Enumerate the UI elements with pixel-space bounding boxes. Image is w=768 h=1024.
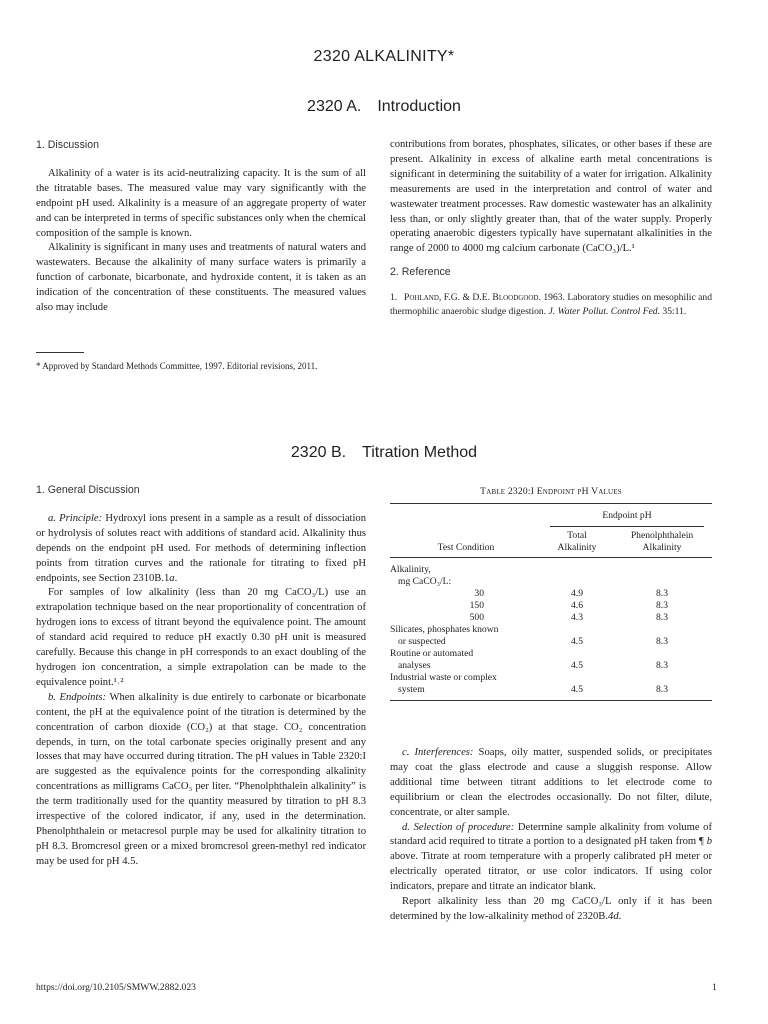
row-phenol-alkalinity: 8.3 [656,612,668,623]
section-b-title: 2320 B. Titration Method [290,444,478,461]
section-b-right-column [390,746,712,925]
general-discussion-heading: 1. General Discussion [36,484,140,496]
reference-authors: Pohland, F.G. & D.E. Bloodgood [404,292,539,304]
reference-volume: 35:11. [660,305,687,317]
col-header-total-l2: Alkalinity [557,542,597,553]
endpoint-table-block [390,486,712,701]
table-row [390,600,712,612]
row-condition: analyses [398,660,431,671]
table-bottom-rule [390,700,712,701]
principle-paragraph [36,512,366,587]
endpoints-text: When alkalinity is due entirely to carbonate or bicarbonate content, the pH at the equivalence point of the titration is determined by the concentration of carbon dioxide (CO₂) at that stage. CO₂ concentration depends, in turn, on the total carbonate species originally present and any losses that may have occurred during titration. The pH values in Table 2320:I are suggested as the equivalence points for the corresponding alkalinity concentrations as milligrams CaCO₃ per liter. “Phenolphthalein alkalinity” is the term traditionally used for the quantity measured by titration to pH 8.3 irrespective of the colored indicator, if any, used in the determination. Phenolphthalein or metacresol purple may be used for alkalinity titration to pH 8.3. Bromcresol green or a mixed bromcresol green-methyl red indicator may be used for pH 4.5. [36,691,366,867]
col-header-total-l1: Total [567,530,587,541]
row-condition: 500 [469,612,484,623]
row-total-alkalinity: 4.5 [571,636,583,647]
row-total-alkalinity [542,648,612,660]
section-a-title: 2320 A. Introduction [307,98,461,115]
table-row [390,564,712,576]
row-total-alkalinity [542,672,612,684]
table-row [390,660,712,672]
table-row [390,636,712,648]
selection-text: Determine sample alkalinity from volume of standard acid required to titrate a portion to a designated pH taken from ¶ [390,821,712,848]
col-header-phenol-l2: Alkalinity [642,542,682,553]
principle-text: Hydroxyl ions present in a sample as a result of dissociation or hydrolysis of solutes react with additions of standard acid. Alkalinity thus depends on the endpoint pH used. For methods of determining inflection points from titration curves and the rationale for titrating to fixed pH endpoints, see Section 2310B.1 [36,512,367,584]
row-phenol-alkalinity: 8.3 [656,588,668,599]
doi-link[interactable]: https://doi.org/10.2105/SMWW.2882.023 [36,982,196,993]
principle-ref: a [169,572,175,584]
section-b-left-column [36,483,366,870]
endpoints-paragraph [36,691,366,870]
col-header-total [542,530,612,558]
row-total-alkalinity: 4.3 [571,612,583,623]
report-text: Report alkalinity less than 20 mg CaCO₃/L only if it has been determined by the low-alkalinity method of 2320B. [390,896,712,922]
principle-end: . [174,572,178,584]
document-title: 2320 ALKALINITY* [313,48,455,65]
discussion-paragraph-3: contributions from borates, phosphates, silicates, or other bases if these are present. Alkalinity in excess of alkaline earth metal concentrations is significant in determining the suitability of a water for irrigation. Alkalinity measurements are used in the interpretation and control of water and wastewater treatment processes. Raw domestic wastewater has an alkalinity less than, or only slightly greater than, that of the water supply. Properly operating anaerobic digesters typically have supernatant alkalinities in the range of 2000 to 4000 mg calcium carbonate (CaCO₃)/L.¹ [390,139,712,255]
row-condition: system [398,684,425,695]
section-a-right-column [390,138,712,318]
row-total-alkalinity [542,564,612,576]
selection-text-2: above. Titrate at room temperature with a properly calibrated pH meter or electrically operated titrator, or use color indicators. If using color indicators, prepare and titrate an indicator blank. [390,851,712,893]
reference-number: 1. [390,292,398,304]
row-condition: Silicates, phosphates known [390,624,499,635]
table-body [390,564,712,696]
reference-title: . 1963. Laboratory studies on mesophilic and thermophilic anaerobic sludge digestion. [390,292,712,317]
row-phenol-alkalinity [612,564,712,576]
row-total-alkalinity: 4.9 [571,588,583,599]
row-condition: 30 [474,588,484,599]
reference-heading: 2. Reference [390,266,451,279]
row-total-alkalinity [542,624,612,636]
discussion-heading: 1. Discussion [36,139,99,151]
col-header-phenol [612,530,712,558]
row-total-alkalinity: 4.5 [571,684,583,695]
report-ref: 4d [608,910,619,922]
endpoint-ph-table [390,504,712,696]
row-condition: mg CaCO₃/L: [398,576,452,587]
row-total-alkalinity: 4.5 [571,660,583,671]
discussion-paragraph-1: Alkalinity of a water is its acid-neutralizing capacity. It is the sum of all the titratable bases. The measured value may vary significantly with the endpoint pH used. Alkalinity is a measure of an aggregate property of water and can be interpreted in terms of specific substances only when the chemical composition of the sample is known. [36,167,366,239]
low-alkalinity-paragraph: For samples of low alkalinity (less than 20 mg CaCO₃/L) use an extrapolation technique based on the near proportionality of concentration of hydrogen ions to excess of titrant beyond the equivalence point. The amount of standard acid required to reduce pH exactly 0.30 pH unit is measured carefully. Because this change in pH corresponds to an exact doubling of the hydrogen ion concentration, a simple extrapolation can be made to the equivalence point.¹˒² [36,587,366,688]
selection-ref: b [706,836,712,848]
section-a-left-column [36,138,366,316]
interferences-label: c. Interferences: [402,747,474,758]
group-header-text: Endpoint pH [602,510,652,521]
table-row [390,672,712,684]
row-phenol-alkalinity: 8.3 [656,660,668,671]
table-row [390,612,712,624]
table-row [390,588,712,600]
table-caption: Table 2320:I Endpoint pH Values [480,486,622,497]
row-condition: Industrial waste or complex [390,672,497,683]
interferences-paragraph [390,746,712,821]
interferences-text: Soaps, oily matter, suspended solids, or precipitates may coat the glass electrode and cause a sluggish response. Allow additional time between titrant additions to let electrode come to equilibrium or clean the electrodes occasionally. Do not filter, dilute, concentrate, or alter sample. [390,747,712,818]
row-condition: or suspected [398,636,446,647]
table-group-header [542,504,712,530]
row-phenol-alkalinity [612,624,712,636]
row-total-alkalinity: 4.6 [571,600,583,611]
table-row [390,648,712,660]
col-header-phenol-l1: Phenolphthalein [630,530,694,541]
col-header-condition: Test Condition [437,542,495,553]
discussion-paragraph-2: Alkalinity is significant in many uses and treatments of natural waters and wastewaters. Because the alkalinity of many surface waters is primarily a function of carbonate, bicarbonate, and hydroxide content, it is taken as an indication of the concentration of these constituents. The measured values also may include [36,242,366,314]
row-phenol-alkalinity: 8.3 [656,684,668,695]
footnote-rule [36,352,84,353]
endpoints-label: b. Endpoints: [48,691,107,703]
footnote: * Approved by Standard Methods Committee, 1997. Editorial revisions, 2011. [36,361,318,371]
reference-entry [390,291,712,318]
row-total-alkalinity [542,576,612,588]
report-end: . [618,910,622,922]
table-row [390,576,712,588]
row-phenol-alkalinity: 8.3 [656,600,668,611]
row-condition: 150 [469,600,484,611]
selection-paragraph [390,821,712,896]
selection-label: d. Selection of procedure: [402,821,515,833]
row-phenol-alkalinity [612,576,712,588]
report-paragraph [390,895,712,925]
row-condition: Routine or automated [390,648,474,659]
principle-label: a. Principle: [48,512,103,524]
reference-journal: J. Water Pollut. Control Fed. [548,305,661,317]
row-phenol-alkalinity [612,648,712,660]
table-row [390,684,712,696]
row-condition: Alkalinity, [390,564,431,575]
row-phenol-alkalinity: 8.3 [656,636,668,647]
page-number: 1 [712,982,717,993]
table-row [390,624,712,636]
row-phenol-alkalinity [612,672,712,684]
